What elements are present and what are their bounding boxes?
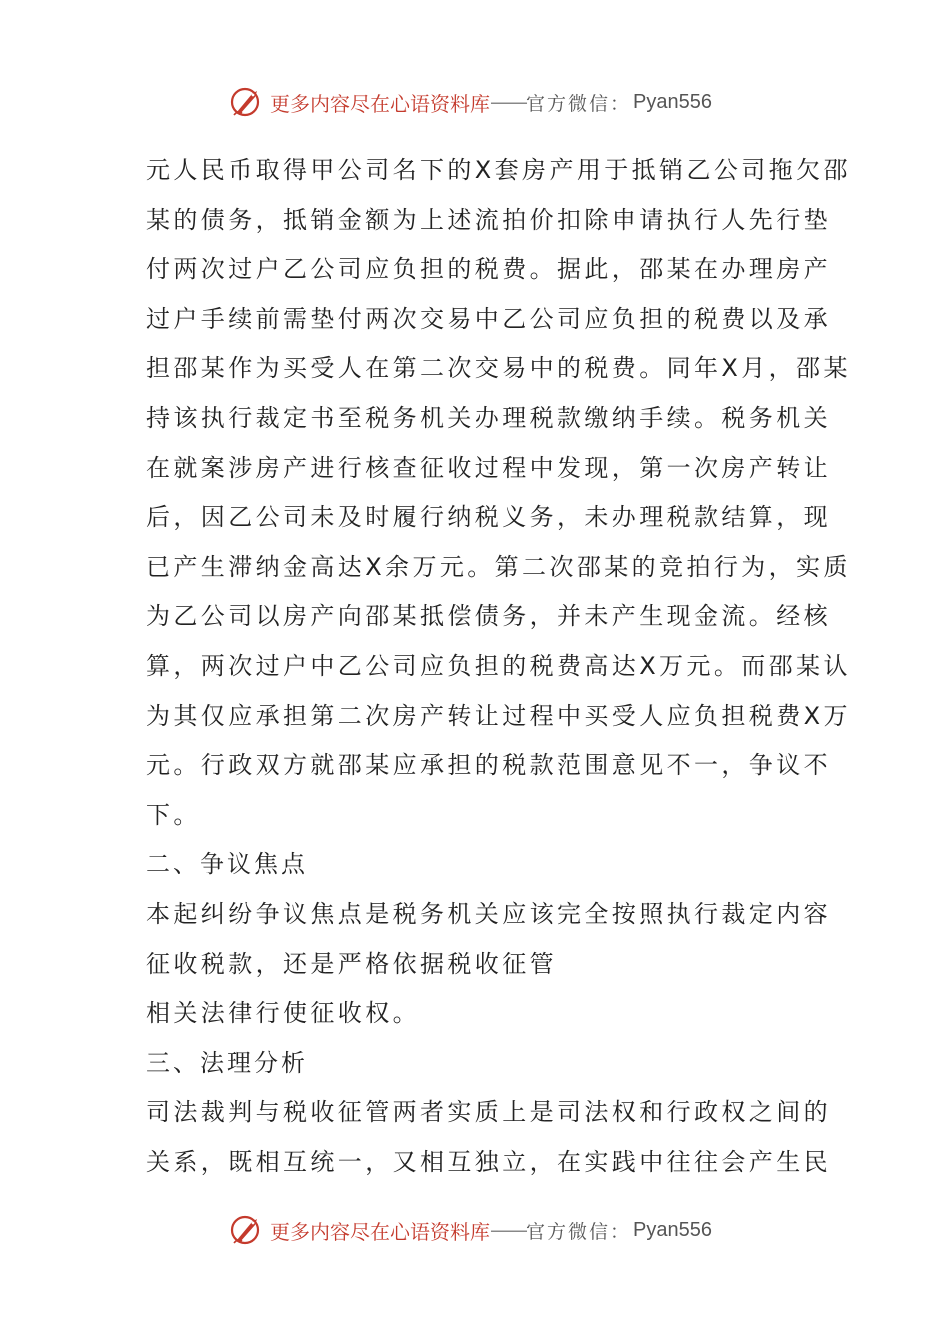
body-line: 付两次过户乙公司应负担的税费。据此，邵某在办理房产 [146, 255, 831, 284]
pen-nib-logo-icon [228, 84, 264, 120]
body-line: 下。 [146, 800, 201, 829]
body-line: 算，两次过户中乙公司应负担的税费高达X万元。而邵某认 [146, 651, 851, 680]
body-line: 元。行政双方就邵某应承担的税款范围意见不一，争议不 [146, 751, 831, 780]
body-line: 为乙公司以房产向邵某抵偿债务，并未产生现金流。经核 [146, 602, 831, 631]
body-line: 后，因乙公司未及时履行纳税义务，未办理税款结算，现 [146, 503, 831, 532]
banner-dash: —— [490, 90, 526, 114]
body-line: 某的债务，抵销金额为上述流拍价扣除申请执行人先行垫 [146, 205, 831, 234]
wechat-account: Pyan556 [633, 1218, 712, 1241]
body-line: 元人民币取得甲公司名下的X套房产用于抵销乙公司拖欠邵 [146, 156, 851, 184]
section-heading: 二、争议焦点 [146, 850, 308, 879]
banner-dash: —— [490, 1218, 526, 1242]
wechat-label: 官方微信： [526, 92, 632, 115]
body-line: 相关法律行使征收权。 [146, 999, 420, 1028]
brand-name: 更多内容尽在心语资料库 [270, 1219, 490, 1244]
body-line: 关系，既相互统一，又相互独立，在实践中往往会产生民 [146, 1147, 831, 1176]
document-body [146, 146, 851, 1187]
section-heading: 三、法理分析 [146, 1048, 308, 1077]
brand-name: 更多内容尽在心语资料库 [270, 91, 490, 116]
body-line: 持该执行裁定书至税务机关办理税款缴纳手续。税务机关 [146, 403, 831, 432]
body-line: 为其仅应承担第二次房产转让过程中买受人应负担税费X万 [146, 701, 851, 730]
body-line: 担邵某作为买受人在第二次交易中的税费。同年X月，邵某 [146, 354, 851, 383]
wechat-label: 官方微信： [526, 1220, 632, 1243]
header-banner [228, 82, 712, 122]
body-line: 征收税款，还是严格依据税收征管 [146, 949, 557, 978]
body-line: 过户手续前需垫付两次交易中乙公司应负担的税费以及承 [146, 304, 831, 333]
body-line: 已产生滞纳金高达X余万元。第二次邵某的竞拍行为，实质 [146, 552, 851, 581]
pen-nib-logo-icon [228, 1212, 264, 1248]
footer-banner [228, 1210, 712, 1250]
body-line: 在就案涉房产进行核查征收过程中发现，第一次房产转让 [146, 453, 831, 482]
wechat-account: Pyan556 [633, 90, 712, 113]
body-line: 司法裁判与税收征管两者实质上是司法权和行政权之间的 [146, 1098, 831, 1127]
body-line: 本起纠纷争议焦点是税务机关应该完全按照执行裁定内容 [146, 899, 831, 928]
